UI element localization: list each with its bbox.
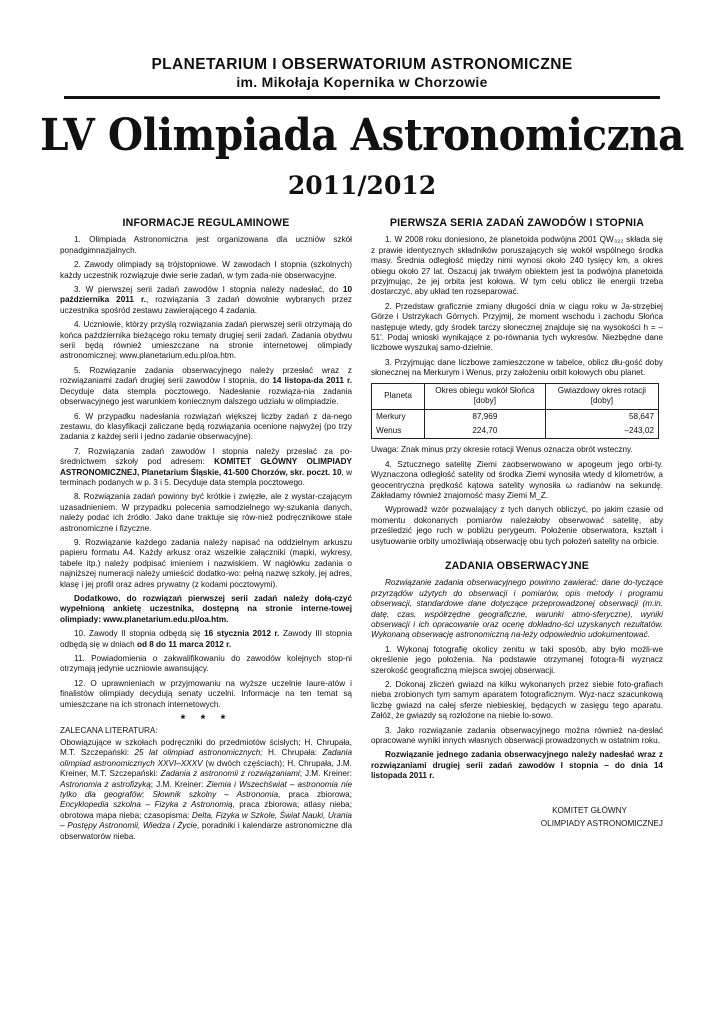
lit-4-title: Astronomia z astrofizyką bbox=[60, 779, 151, 789]
rule-3-rest: , rozwiązania 3 zadań dowolnie wybranych przez uczestnika spośród zestawu zawierającego 4 zadania. bbox=[60, 295, 352, 315]
rule-12: 12. O uprawnieniach w przyjmowaniu na wyższe uczelnie laure-atów i finalistów olimpiady decydują senaty uczelni. Informacje na ten temat są umieszczane na ich stronach internetowych. bbox=[60, 678, 352, 709]
rule-3-text: 3. W pierwszej serii zadań zawodów I stopnia należy nadesłać, do bbox=[74, 285, 343, 295]
planet-table bbox=[371, 383, 659, 440]
lit-2-title: Zadania olimpiad astronomicznych XXVI–XXXV bbox=[60, 748, 353, 768]
rule-10 bbox=[60, 629, 352, 650]
rule-5-deadline: 14 listopa-da 2011 r. bbox=[272, 376, 352, 386]
rule-2: 2. Zawody olimpiady są trójstopniowe. W zawodach I stopnia (szkolnych) każdy uczestnik rozwiązuje dwie serie zadań, w tym zada-nie obserwacyjne. bbox=[60, 260, 352, 280]
lit-8: , poradniki i kalendarze astronomiczne dla obserwatorów nieba. bbox=[60, 821, 352, 841]
committee-signature bbox=[371, 804, 663, 830]
header-planet: Planeta bbox=[372, 383, 425, 409]
rule-10-date-ii: 16 stycznia 2012 r. bbox=[204, 629, 280, 639]
table-header-row bbox=[372, 383, 659, 409]
rule-3-deadline: 10 października 2011 r. bbox=[60, 285, 352, 305]
rule-11: 11. Powiadomienia o zakwalifikowaniu do zawodów kolejnych stop-ni otrzymają jedynie uczniowie awansujący. bbox=[60, 654, 352, 674]
lit-3-title: Zadania z astronomii z rozwiązaniami bbox=[160, 769, 300, 779]
regulations-column bbox=[60, 218, 352, 846]
rule-4: 4. Uczniowie, którzy przyślą rozwiązania zadań pierwszej serii otrzymają do końca października bieżącego roku tematy drugiej serii zadań. Zadania obydwu serii będą również umieszczane na stronie internetowej olimpiady astronomicznej: www.planetarium.edu.pl/oa.htm. bbox=[60, 320, 352, 361]
table-row bbox=[372, 424, 659, 439]
lit-6: , praca zbiorowa; bbox=[278, 789, 352, 799]
observation-task-1: 1. Wykonaj fotografię okolicy zenitu w taki sposób, aby było możli-we określenie jego położenia. Na podstawie otrzymanej fotogra-fii wyznacz szerokość geograficzną miejsca swojej obserwacji. bbox=[371, 644, 663, 675]
cell-rotation: –243,02 bbox=[545, 424, 658, 439]
document-title: LV Olimpiada Astronomiczna bbox=[40, 110, 684, 161]
header-divider bbox=[64, 96, 660, 99]
rule-5-text: 5. Rozwiązanie zadania obserwacyjnego należy przesłać wraz z rozwiązaniami zadań drugiej serii zawodów I stopnia, do bbox=[60, 365, 352, 386]
literature-list bbox=[60, 738, 352, 842]
rule-7-rest: , w terminach podanych w p. 3 i 5. Decyduje data stempla pocztowego. bbox=[60, 467, 353, 487]
institution-patron: im. Mikołaja Kopernika w Chorzowie bbox=[236, 74, 488, 90]
cell-rotation: 58,647 bbox=[545, 409, 658, 424]
signature-line-2: OLIMPIADY ASTRONOMICZNEJ bbox=[540, 818, 663, 828]
task-2: 2. Przedstaw graficznie zmiany długości dnia w ciągu roku w Ja-strzębiej Górze i Ustrzykach Górnych. Przyjmij, że moment wschodu i zachodu Słońca następuje wtedy, gdy środek tarczy słonecznej znajduje się na wysokości h = – 51'. Podaj wnioski wynikające z po-równania tych wykresów. Niezbędne dane liczbowe wyszukaj samo-dzielnie. bbox=[371, 301, 663, 353]
header-orbit: Okres obiegu wokół Słońca [doby] bbox=[425, 383, 546, 409]
rule-8: 8. Rozwiązania zadań powinny być krótkie i zwięzłe, ale z wystar-czającym uzasadnieniem. W przypadku polecenia samodzielnego wy-szukania danych, należy podać ich źródło. Jako dane traktuje się rów-nież podręcznikowe stałe astronomiczne i fizyczne. bbox=[60, 492, 352, 533]
observation-task-3: 3. Jako rozwiązanie zadania obserwacyjnego można również na-desłać opracowane wyniki innych własnych obserwacji prowadzonych w ostatnim roku. bbox=[371, 725, 663, 746]
cell-orbit: 87,969 bbox=[425, 409, 546, 424]
observation-deadline: Rozwiązanie jednego zadania obserwacyjnego należy nadesłać wraz z rozwiązaniami drugiej serii zadań zawodów I stopnia – do dnia 14 listopada 2011 r. bbox=[371, 750, 663, 781]
lit-6-title: Encyklopedia szkolna – Fizyka z Astronomią bbox=[60, 800, 233, 810]
lit-1: Obowiązujące w szkołach podręczniki do przedmiotów ścisłych; H. Chrupała, M.T. Szczepański: bbox=[60, 737, 352, 758]
document-year: 2011/2012 bbox=[287, 171, 437, 200]
section-separator: * * * bbox=[180, 712, 232, 727]
lit-5-title: Ziemia i Wszechświat – astronomia nie tylko dla geografów; Słownik szkolny – Astronomia bbox=[60, 779, 352, 799]
table-note: Uwaga: Znak minus przy okresie rotacji Wenus oznacza obrót wsteczny. bbox=[371, 445, 633, 455]
lit-5: ; J.M. Kreiner: bbox=[150, 779, 207, 789]
institution-name: PLANETARIUM I OBSERWATORIUM ASTRONOMICZNE bbox=[151, 56, 573, 73]
rule-6: 6. W przypadku nadesłania rozwiązań większej liczby zadań z da-nego zestawu, do klasyfikacji zaliczane będą rozwiązania ocenione najwyżej (po trzy zadania z każdej serii i jedno zadanie obserwacyjne). bbox=[60, 411, 352, 442]
task-4: 4. Sztucznego satelitę Ziemi zaobserwowano w apogeum jego orbi-ty. Wyznaczona odległość satelity od środka Ziemi wynosiła wtedy d kilometrów, a geocentryczna prędkość kątowa satelity wynosiła ω radianów na sekundę. Zakładamy również znajomość masy Ziemi M_Z. bbox=[371, 459, 663, 500]
rule-7 bbox=[60, 447, 352, 489]
rule-10-mid: Zawody III stopnia odbędą się w dniach bbox=[60, 629, 352, 649]
rule-7-text: 7. Rozwiązania zadań zawodów I stopnia należy przesłać za po-średnictwem szkoły pod adresem: bbox=[60, 446, 352, 467]
rule-7-address: KOMITET GŁÓWNY OLIMPIADY ASTRONOMICZNEJ, Planetarium Śląskie, 41-500 Chorzów, skr. poczt. 10 bbox=[60, 457, 353, 477]
lit-1-title: 25 lat olimpiad astronomicznych; bbox=[134, 748, 263, 758]
regulations-heading: INFORMACJE REGULAMINOWE bbox=[122, 217, 290, 229]
lit-4: ; J.M. Kreiner: bbox=[299, 769, 352, 779]
rule-10-text: 10. Zawody II stopnia odbędą się bbox=[74, 629, 205, 639]
rule-9-survey: Dodatkowo, do rozwiązań pierwszej serii zadań należy dołą-czyć wypełnioną ankietę uczestnika, dostępną na stronie interne-towej olimpiady: www.planetarium.edu.pl/oa.htm. bbox=[60, 594, 352, 624]
rule-10-date-iii: od 8 do 11 marca 2012 r. bbox=[136, 639, 232, 649]
tasks-heading: PIERWSZA SERIA ZADAŃ ZAWODÓW I STOPNIA bbox=[389, 217, 645, 229]
observation-heading: ZADANIA OBSERWACYJNE bbox=[444, 559, 590, 572]
task-4-continued: Wyprowadź wzór pozwalający z tych danych obliczyć, po jakim czasie od momentu dokonanych pomiarów należałoby obserwować satelitę, aby prześledzić jego ruch w pobliżu perygeum. Położenie obserwatora, kształt i usytuowanie orbity umożliwiają obserwację obu tych położeń satelity na orbicie. bbox=[371, 505, 663, 546]
task-1: 1. W 2008 roku doniesiono, że planetoida podwójna 2001 QW₃₂₂ składa się z prawie identycznych składników poruszających się wokół wspólnego środka masy. Średnia odległość między nimi wynosi około 240 tysięcy km, a okres obiegu około 27 lat. Oszacuj jak trwałym obiektem jest ta podwójna planetoida przyjmując, że jej orbita jest kołowa. W tym celu oblicz ile energii trzeba dostarczyć, aby układ ten rozseparować. bbox=[371, 235, 663, 297]
observation-intro: Rozwiązanie zadania obserwacyjnego powinno zawierać: dane do-tyczące przyrządów użytych do obserwacji i pomiarów, opis metody i programu obserwacji, standardowe dane dotyczące przeprowadzonej obserwacji (m.in. datę, czas, współrzędne geograficzne, warunki atmo-sferyczne), wyniki obserwacji i ich opracowanie oraz ocenę dokładno-ści uzyskanych rezultatów. Wykonaną obserwację astronomiczną na-leży odpowiednio udokumentować. bbox=[371, 578, 663, 640]
rule-5 bbox=[60, 366, 352, 408]
cell-orbit: 224,70 bbox=[425, 424, 546, 439]
lit-3: (w dwóch częściach); H. Chrupała, J.M. Kreiner, M.T. Szczepański: bbox=[60, 758, 353, 779]
lit-7: , praca zbiorowa; atlasy nieba; obrotowa mapa nieba; czasopisma: bbox=[60, 800, 353, 820]
task-3: 3. Przyjmując dane liczbowe zamieszczone w tabelce, oblicz dłu-gość doby słonecznej na Merkurym i Wenus, przy założeniu orbit kołowych obu planet. bbox=[371, 357, 663, 378]
signature-line-1: KOMITET GŁÓWNY bbox=[552, 805, 627, 815]
cell-planet: Wenus bbox=[372, 424, 425, 439]
rule-5-rest: Decyduje data stempla pocztowego. Nadesłanie rozwiąza-nia zadania obserwacyjnego jest warunkiem koniecznym dalszego udziału w olimpiadzie. bbox=[60, 386, 352, 407]
table-row bbox=[372, 409, 659, 424]
rule-3 bbox=[60, 285, 352, 316]
lit-7-title: Delta, Fizyka w Szkole, Świat Nauki, Urania – Postępy Astronomii, Wiedza i Życie bbox=[60, 810, 352, 831]
observation-task-2: 2. Dokonaj zliczeń gwiazd na kilku wykonanych przez siebie foto-grafiach nieba zrobionych tym samym aparatem fotograficznym. Wyz-nacz szacunkową liczbę gwiazd na całej sferze niebieskiej, będących w zasięgu tego aparatu. Załóż, że gwiazdy są rozłożone na niebie lo-sowo. bbox=[371, 680, 663, 721]
rule-1: 1. Olimpiada Astronomiczna jest organizowana dla uczniów szkół ponadgimnazjalnych. bbox=[60, 235, 352, 255]
rule-9: 9. Rozwiązanie każdego zadania należy napisać na oddzielnym arkuszu papieru formatu A4. Każdy arkusz oraz wszelkie załączniki (mapki, wykresy, tabele itp.) należy podpisać imieniem i nazwiskiem. W nagłówku zadania o najniższej numeracji należy umieścić dodatko-wo: pełną nazwę szkoły, jej adres, klasę i jej profil oraz adres prywatny (z kodami pocztowymi). bbox=[60, 537, 352, 589]
header-rotation: Gwiazdowy okres rotacji [doby] bbox=[545, 383, 658, 409]
tasks-column bbox=[371, 218, 663, 830]
cell-planet: Merkury bbox=[372, 409, 425, 424]
lit-2: H. Chrupała: bbox=[262, 748, 323, 758]
literature-heading: ZALECANA LITERATURA: bbox=[60, 726, 158, 736]
